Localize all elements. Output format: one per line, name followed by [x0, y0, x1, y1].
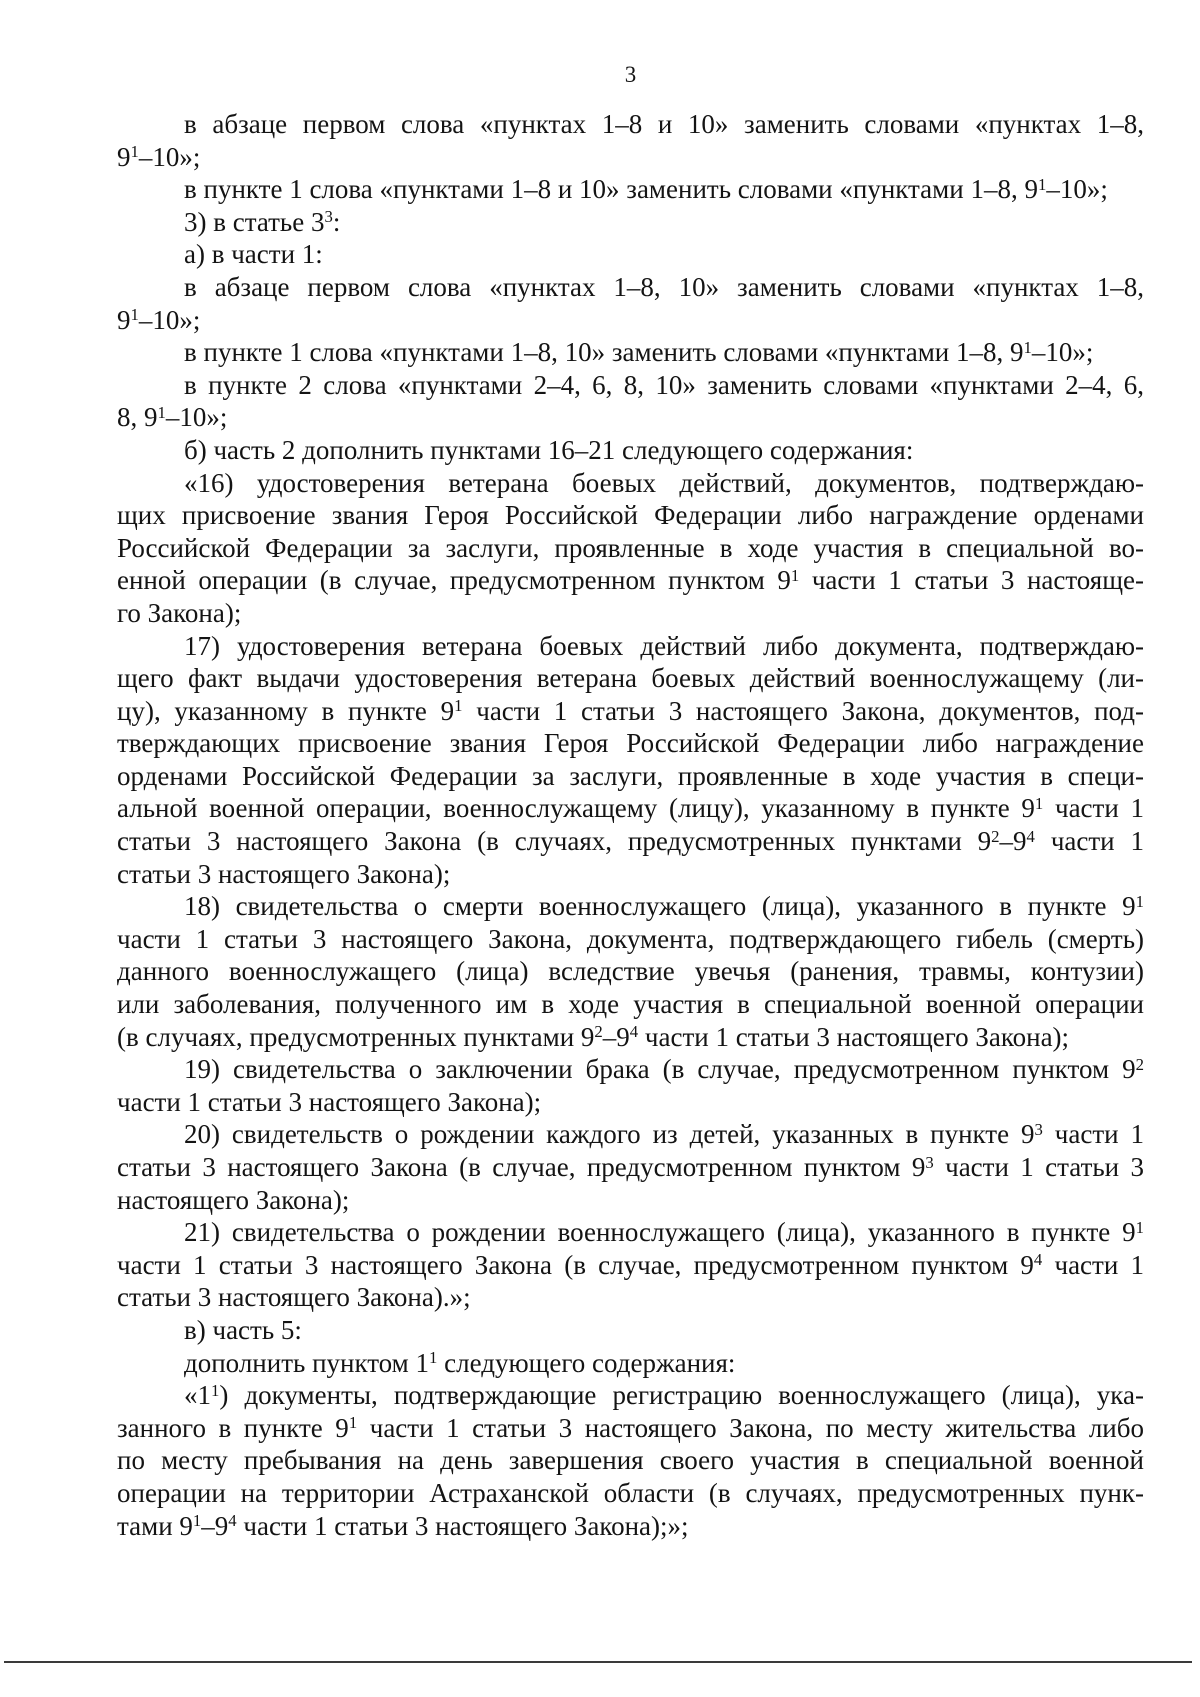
superscript: 1 — [1135, 1217, 1144, 1237]
text-line — [117, 597, 1144, 630]
superscript: 4 — [1026, 826, 1035, 846]
text-run: 17) удостоверения ветерана боевых действий либо документа, подтверждаю- — [184, 630, 1144, 661]
superscript: 1 — [130, 305, 139, 325]
text-line — [117, 955, 1144, 988]
text-line — [117, 1477, 1144, 1510]
text-run: части 1 статьи 3 настоящего Закона);»; — [236, 1510, 689, 1541]
paragraph — [117, 630, 1144, 891]
text-run: 21) свидетельства о рождении военнослужащего (лица), указанного в пункте 9 — [184, 1217, 1136, 1248]
text-run: занного в пункте 9 — [117, 1412, 349, 1443]
superscript: 1 — [1135, 891, 1144, 911]
text-line — [117, 1510, 1144, 1543]
text-line — [117, 1249, 1144, 1282]
text-run: части 1 — [1042, 1119, 1145, 1150]
text-line — [117, 662, 1144, 695]
text-line — [117, 695, 1144, 728]
superscript: 1 — [454, 696, 463, 716]
text-run: –9 — [999, 826, 1027, 857]
text-run: части 1 — [1042, 1249, 1145, 1280]
text-run: а) в части 1: — [184, 239, 323, 270]
paragraph — [117, 434, 1144, 467]
text-run: 3) в статье 3 — [184, 206, 325, 237]
text-run: в абзаце первом слова «пунктах 1–8 и 10» заменить словами «пунктах 1–8, — [184, 109, 1144, 139]
superscript: 2 — [991, 826, 1000, 846]
superscript: 2 — [1135, 1054, 1144, 1074]
text-line — [117, 336, 1144, 369]
text-line — [117, 825, 1144, 858]
paragraph — [117, 173, 1144, 206]
text-run: статьи 3 настоящего Закона (в случаях, предусмотренных пунктами 9 — [117, 826, 992, 857]
text-run: 20) свидетельств о рождении каждого из детей, указанных в пункте 9 — [184, 1119, 1035, 1150]
text-run: енной операции (в случае, предусмотренном пунктом 9 — [117, 565, 791, 596]
text-run: –10»; — [1046, 174, 1108, 205]
text-line — [117, 1281, 1144, 1314]
paragraph — [117, 1379, 1144, 1542]
superscript: 1 — [429, 1348, 438, 1368]
text-run: го Закона); — [117, 597, 242, 628]
text-run: в пункте 1 слова «пунктами 1–8, 10» заменить словами «пунктами 1–8, 9 — [184, 337, 1024, 368]
text-run: (в случаях, предусмотренных пунктами 9 — [117, 1021, 595, 1052]
text-line — [117, 1347, 1144, 1380]
text-line — [117, 369, 1144, 402]
text-line — [117, 532, 1144, 565]
superscript: 3 — [925, 1152, 934, 1172]
text-run: части 1 статьи 3 настоящего Закона, по месту жительства либо — [357, 1412, 1144, 1443]
paragraph — [117, 336, 1144, 369]
document-body — [117, 108, 1144, 1542]
text-run: –9 — [201, 1510, 229, 1541]
text-line — [117, 988, 1144, 1021]
text-run: настоящего Закона); — [117, 1184, 350, 1215]
text-run: дополнить пунктом 1 — [184, 1347, 429, 1378]
text-line — [117, 141, 1144, 174]
text-run: по месту пребывания на день завершения своего участия в специальной военной — [117, 1445, 1144, 1476]
text-run: 19) свидетельства о заключении брака (в случае, предусмотренном пунктом 9 — [184, 1054, 1136, 1085]
text-line — [117, 727, 1144, 760]
paragraph — [117, 1118, 1144, 1216]
text-line — [117, 1086, 1144, 1119]
text-run: щих присвоение звания Героя Российской Федерации либо награждение орденами — [117, 500, 1144, 531]
superscript: 1 — [157, 402, 166, 422]
superscript: 1 — [192, 1511, 202, 1531]
text-run: в абзаце первом слова «пунктах 1–8, 10» заменить словами «пунктах 1–8, — [184, 271, 1144, 302]
text-line — [117, 1184, 1144, 1217]
paragraph — [117, 369, 1144, 434]
paragraph — [117, 108, 1144, 173]
text-line — [117, 1379, 1144, 1412]
text-line — [117, 890, 1144, 923]
superscript: 1 — [130, 142, 139, 162]
text-line — [117, 173, 1144, 206]
text-run: части 1 статьи 3 настоящего Закона, документа, подтверждающего гибель (смерть) — [117, 923, 1144, 954]
text-run: статьи 3 настоящего Закона); — [117, 858, 451, 889]
superscript: 4 — [1033, 1250, 1043, 1270]
paragraph — [117, 1347, 1144, 1380]
text-run: следующего содержания: — [437, 1347, 736, 1378]
text-run: тверждающих присвоение звания Героя Российской Федерации либо награждение — [117, 728, 1144, 759]
text-run: 8, 9 — [117, 402, 158, 433]
text-run: –10»; — [165, 402, 228, 433]
superscript: 3 — [324, 207, 333, 227]
text-line — [117, 1118, 1144, 1151]
text-line — [117, 630, 1144, 663]
text-run: или заболевания, полученного им в ходе участия в специальной военной операции — [117, 989, 1144, 1020]
text-line — [117, 467, 1144, 500]
text-run: тами 9 — [117, 1510, 193, 1541]
text-run: 9 — [117, 141, 131, 172]
text-line — [117, 923, 1144, 956]
paragraph — [117, 238, 1144, 271]
page-edge-line — [4, 1661, 1192, 1663]
text-run: «1 — [184, 1380, 211, 1411]
paragraph — [117, 1053, 1144, 1118]
text-run: 9 — [117, 304, 131, 335]
superscript: 1 — [1037, 174, 1047, 194]
superscript: 2 — [594, 1022, 603, 1042]
paragraph — [117, 890, 1144, 1053]
text-line — [117, 271, 1144, 304]
text-run: «16) удостоверения ветерана боевых действий, документов, подтверждаю- — [184, 467, 1144, 498]
text-run: щего факт выдачи удостоверения ветерана боевых действий военнослужащему (ли- — [117, 663, 1144, 694]
text-run: альной военной операции, военнослужащему (лицу), указанному в пункте 9 — [117, 793, 1035, 824]
text-line — [117, 564, 1144, 597]
text-run: операции на территории Астраханской области (в случаях, предусмотренных пунк- — [117, 1477, 1144, 1508]
paragraph — [117, 1314, 1144, 1347]
text-run: части 1 статьи 3 настоящего Закона); — [117, 1086, 542, 1117]
text-line — [117, 760, 1144, 793]
superscript: 1 — [1034, 794, 1044, 814]
text-run: в пункте 2 слова «пунктами 2–4, 6, 8, 10» заменить словами «пунктами 2–4, 6, — [184, 369, 1144, 400]
text-run: части 1 — [1034, 826, 1145, 857]
text-run: в пункте 1 слова «пунктами 1–8 и 10» заменить словами «пунктами 1–8, 9 — [184, 174, 1038, 205]
text-line — [117, 434, 1144, 467]
text-run: 18) свидетельства о смерти военнослужащего (лица), указанного в пункте 9 — [184, 891, 1136, 922]
text-run: части 1 статьи 3 настояще- — [799, 565, 1144, 596]
superscript: 1 — [211, 1380, 220, 1400]
text-run: части 1 — [1043, 793, 1144, 824]
superscript: 1 — [348, 1413, 358, 1433]
text-line — [117, 1216, 1144, 1249]
text-line — [117, 1412, 1144, 1445]
text-run: части 1 статьи 3 настоящего Закона); — [638, 1021, 1070, 1052]
text-line — [117, 108, 1144, 141]
text-line — [117, 1444, 1144, 1477]
page-number: 3 — [624, 62, 637, 87]
text-line — [117, 1021, 1144, 1054]
paragraph — [117, 206, 1144, 239]
text-run: –9 — [602, 1021, 630, 1052]
text-line — [117, 1314, 1144, 1347]
text-run: б) часть 2 дополнить пунктами 16–21 следующего содержания: — [184, 434, 914, 465]
text-run: цу), указанному в пункте 9 — [117, 695, 455, 726]
text-run: ) документы, подтверждающие регистрацию военнослужащего (лица), ука- — [219, 1380, 1144, 1411]
text-run: орденами Российской Федерации за заслуги, проявленные в ходе участия в специ- — [117, 760, 1144, 791]
paragraph — [117, 271, 1144, 336]
text-line — [117, 304, 1144, 337]
text-line — [117, 1053, 1144, 1086]
text-line — [117, 792, 1144, 825]
text-line — [117, 238, 1144, 271]
superscript: 3 — [1034, 1120, 1043, 1140]
text-line — [117, 858, 1144, 891]
text-run: в) часть 5: — [184, 1314, 302, 1345]
text-run: части 1 статьи 3 настоящего Закона (в случае, предусмотренном пунктом 9 — [117, 1249, 1034, 1280]
text-run: –10»; — [1031, 337, 1094, 368]
text-line — [117, 401, 1144, 434]
text-run: статьи 3 настоящего Закона).»; — [117, 1282, 471, 1313]
superscript: 1 — [1023, 337, 1032, 357]
superscript: 4 — [228, 1511, 237, 1531]
text-run: части 1 статьи 3 настоящего Закона, документов, под- — [462, 695, 1144, 726]
text-line — [117, 1151, 1144, 1184]
paragraph — [117, 467, 1144, 630]
text-run: Российской Федерации за заслуги, проявленные в ходе участия в специальной во- — [117, 532, 1144, 563]
text-run: –10»; — [138, 141, 201, 172]
text-line — [117, 499, 1144, 532]
text-run: данного военнослужащего (лица) вследствие увечья (ранения, травмы, контузии) — [117, 956, 1144, 987]
superscript: 1 — [790, 565, 800, 585]
text-run: : — [332, 206, 341, 237]
text-run: –10»; — [138, 304, 201, 335]
text-run: статьи 3 настоящего Закона (в случае, предусмотренном пунктом 9 — [117, 1152, 926, 1182]
superscript: 4 — [629, 1022, 639, 1042]
text-run: части 1 статьи 3 — [933, 1152, 1145, 1182]
paragraph — [117, 1216, 1144, 1314]
text-line — [117, 206, 1144, 239]
